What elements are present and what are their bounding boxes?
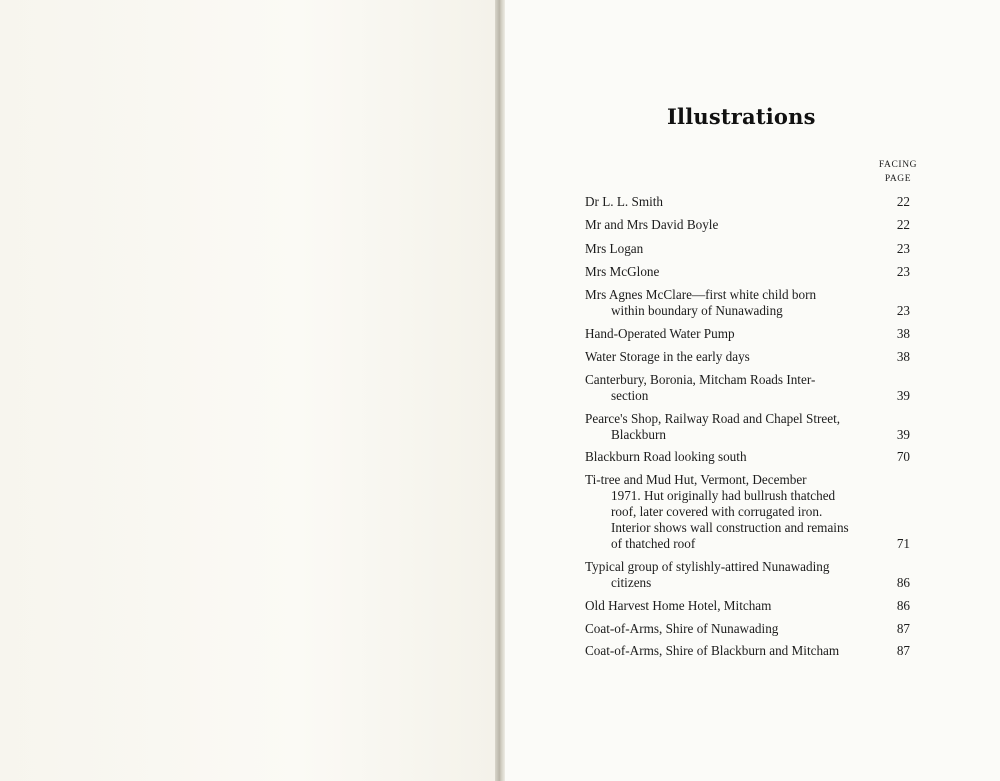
entry-caption (585, 559, 867, 591)
facing-page-number: 39 (896, 427, 910, 442)
caption-line: Interior shows wall construction and remains (611, 520, 849, 535)
facing-page-number: 23 (896, 241, 910, 256)
caption-line: of thatched roof (611, 536, 696, 551)
facing-page-number: 86 (896, 575, 910, 590)
facing-page-number: 39 (896, 388, 910, 403)
illustration-entry (585, 472, 910, 552)
caption-line: section (611, 388, 649, 403)
caption-line: Typical group of stylishly-attired Nunawading (585, 559, 830, 574)
facing-page-number: 38 (896, 326, 910, 341)
heading-line-page: PAGE (884, 174, 912, 184)
facing-page-number: 70 (896, 449, 910, 464)
illustration-entry (585, 598, 910, 614)
illustration-entry (585, 326, 910, 342)
entry-caption (585, 621, 867, 637)
entry-caption (585, 217, 867, 233)
illustration-entry (585, 194, 910, 210)
entry-caption (585, 349, 867, 365)
caption-line: Water Storage in the early days (585, 349, 750, 364)
entry-caption (585, 472, 867, 552)
illustration-entry (585, 349, 910, 365)
entry-caption (585, 264, 867, 280)
caption-line: Mrs McGlone (585, 264, 660, 279)
entry-caption (585, 194, 867, 210)
left-page (0, 0, 497, 781)
caption-line: Canterbury, Boronia, Mitcham Roads Inter- (585, 372, 816, 387)
caption-line: Pearce's Shop, Railway Road and Chapel Street, (585, 411, 841, 426)
entry-caption (585, 449, 867, 465)
caption-line: roof, later covered with corrugated iron. (611, 504, 823, 519)
caption-line: 1971. Hut originally had bullrush thatched (611, 488, 836, 503)
entry-caption (585, 326, 867, 342)
caption-line: Hand-Operated Water Pump (585, 326, 735, 341)
caption-line: Blackburn Road looking south (585, 449, 747, 464)
caption-line: Ti-tree and Mud Hut, Vermont, December (585, 472, 807, 487)
entry-caption (585, 643, 867, 659)
entry-caption (585, 372, 867, 404)
facing-page-number: 22 (896, 194, 910, 209)
caption-line: within boundary of Nunawading (611, 303, 783, 318)
illustration-entry (585, 411, 910, 443)
facing-page-heading (870, 158, 926, 186)
caption-line: Mr and Mrs David Boyle (585, 217, 719, 232)
facing-page-number: 87 (896, 643, 910, 658)
facing-page-number: 23 (896, 264, 910, 279)
facing-page-number: 71 (896, 536, 910, 551)
illustration-entry (585, 559, 910, 591)
caption-line: Coat-of-Arms, Shire of Nunawading (585, 621, 779, 636)
caption-line: citizens (611, 575, 652, 590)
entry-caption (585, 411, 867, 443)
illustration-entry (585, 264, 910, 280)
caption-line: Mrs Logan (585, 241, 644, 256)
caption-line: Mrs Agnes McClare—first white child born (585, 287, 817, 302)
illustration-entry (585, 372, 910, 404)
caption-line: Dr L. L. Smith (585, 194, 664, 209)
illustration-entry (585, 217, 910, 233)
illustration-entry (585, 287, 910, 319)
caption-line: Blackburn (611, 427, 666, 442)
caption-line: Old Harvest Home Hotel, Mitcham (585, 598, 772, 613)
entry-caption (585, 287, 867, 319)
facing-page-number: 86 (896, 598, 910, 613)
heading-line-facing: FACING (878, 160, 918, 170)
illustration-entry (585, 449, 910, 465)
illustration-entry (585, 621, 910, 637)
book-gutter (495, 0, 505, 781)
facing-page-number: 38 (896, 349, 910, 364)
entry-caption (585, 241, 867, 257)
page-title: Illustrations (667, 104, 816, 129)
facing-page-number: 22 (896, 217, 910, 232)
facing-page-number: 23 (896, 303, 910, 318)
illustration-entry (585, 643, 910, 659)
facing-page-number: 87 (896, 621, 910, 636)
caption-line: Coat-of-Arms, Shire of Blackburn and Mitcham (585, 643, 840, 658)
entry-caption (585, 598, 867, 614)
illustration-entry (585, 241, 910, 257)
